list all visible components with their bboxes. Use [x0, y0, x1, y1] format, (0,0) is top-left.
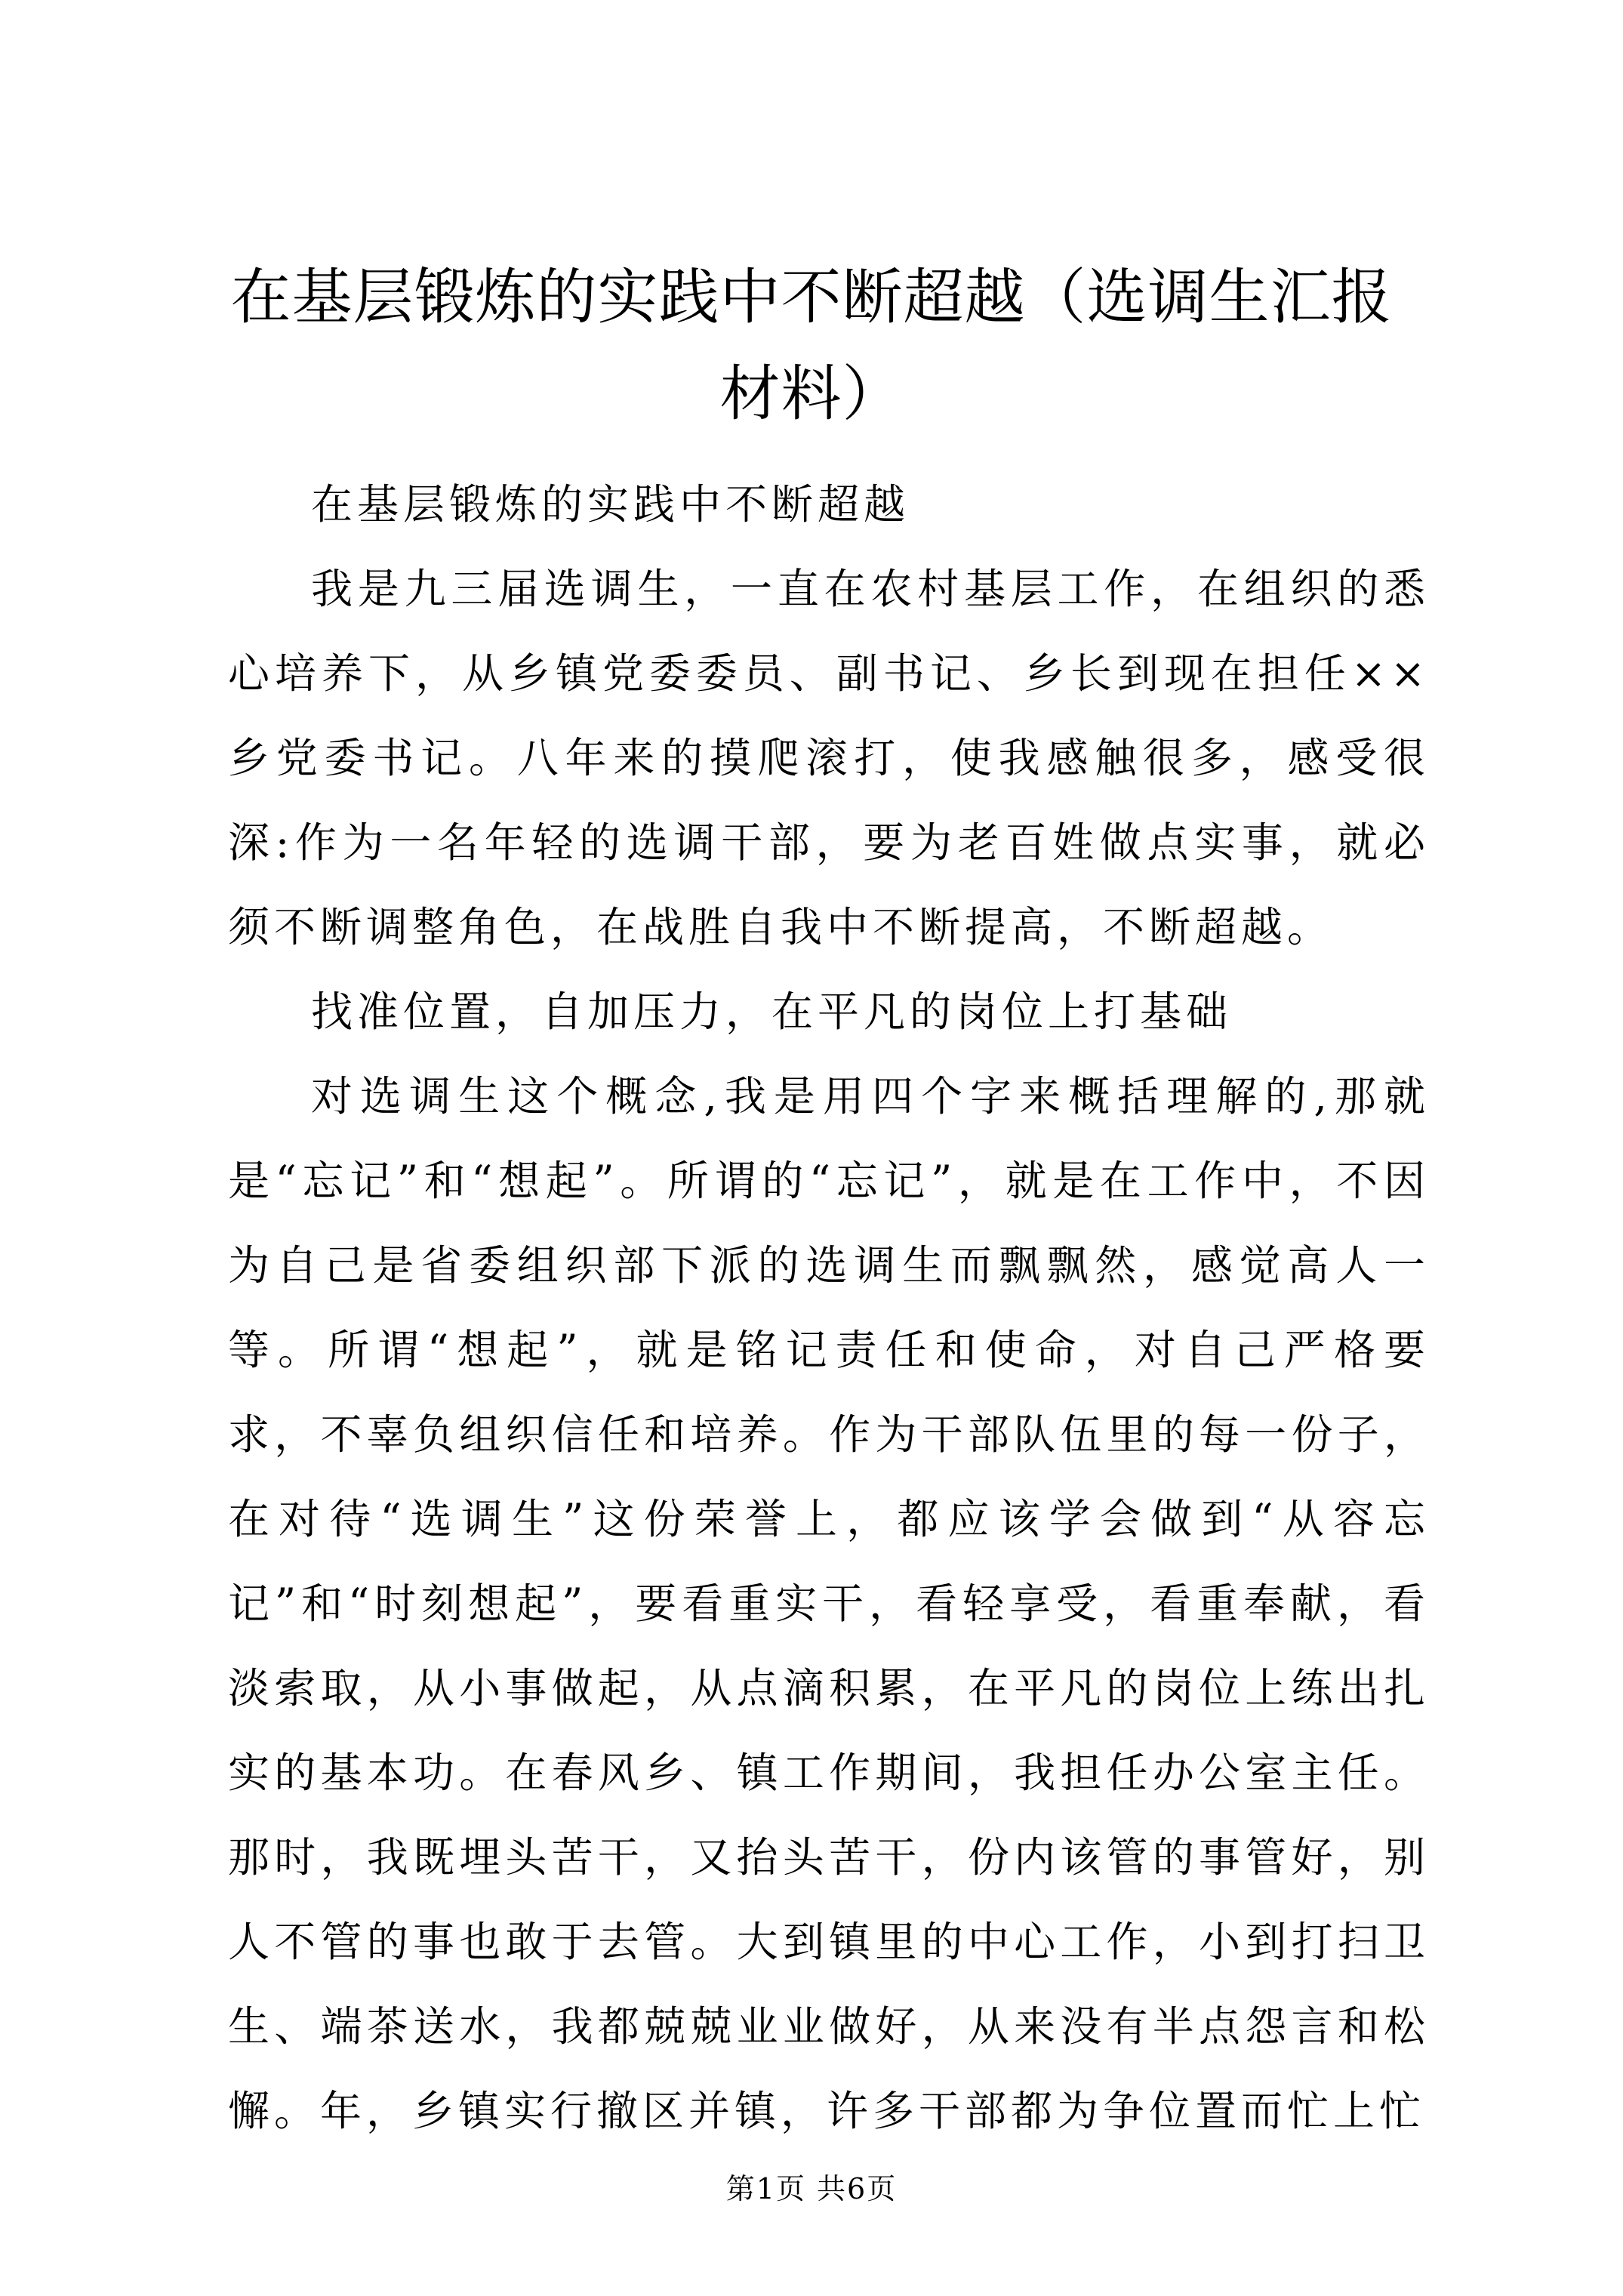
document-body [228, 462, 1430, 2153]
paragraph-intro: 我是九三届选调生，一直在农村基层工作，在组织的悉心培养下，从乡镇党委委员、副书记、乡长到现在担任××乡党委书记。八年来的摸爬滚打，使我感触很多，感受很深:作为一名年轻的选调干部，要为老百姓做点实事，就必须不断调整角色，在战胜自我中不断提高，不断超越。 [228, 565, 1430, 951]
page-number-footer: 第1页 共6页 [725, 2172, 898, 2205]
document-title: 在基层锻炼的实践中不断超越（选调生汇报材料） [230, 262, 1393, 429]
paragraph-body: 对选调生这个概念,我是用四个字来概括理解的,那就是“忘记”和“想起”。所谓的“忘记”，就是在工作中，不因为自己是省委组织部下派的选调生而飘飘然，感觉高人一等。所谓“想起”，就是铭记责任和使命，对自己严格要求，不辜负组织信任和培养。作为干部队伍里的每一份子，在对待“选调生”这份荣誉上，都应该学会做到“从容忘记”和“时刻想起”，要看重实干，看轻享受，看重奉献，看淡索取，从小事做起，从点滴积累，在平凡的岗位上练出扎实的基本功。在春风乡、镇工作期间，我担任办公室主任。那时，我既埋头苦干，又抬头苦干，份内该管的事管好，别人不管的事也敢于去管。大到镇里的中心工作，小到打扫卫生、端茶送水，我都兢兢业业做好，从来没有半点怨言和松懈。年，乡镇实行撤区并镇，许多干部都为争位置而忙上忙 [228, 1072, 1430, 2135]
paragraph-section-heading: 找准位置，自加压力，在平凡的岗位上打基础 [311, 988, 1233, 1036]
paragraph-subtitle: 在基层锻炼的实践中不断超越 [311, 480, 910, 529]
